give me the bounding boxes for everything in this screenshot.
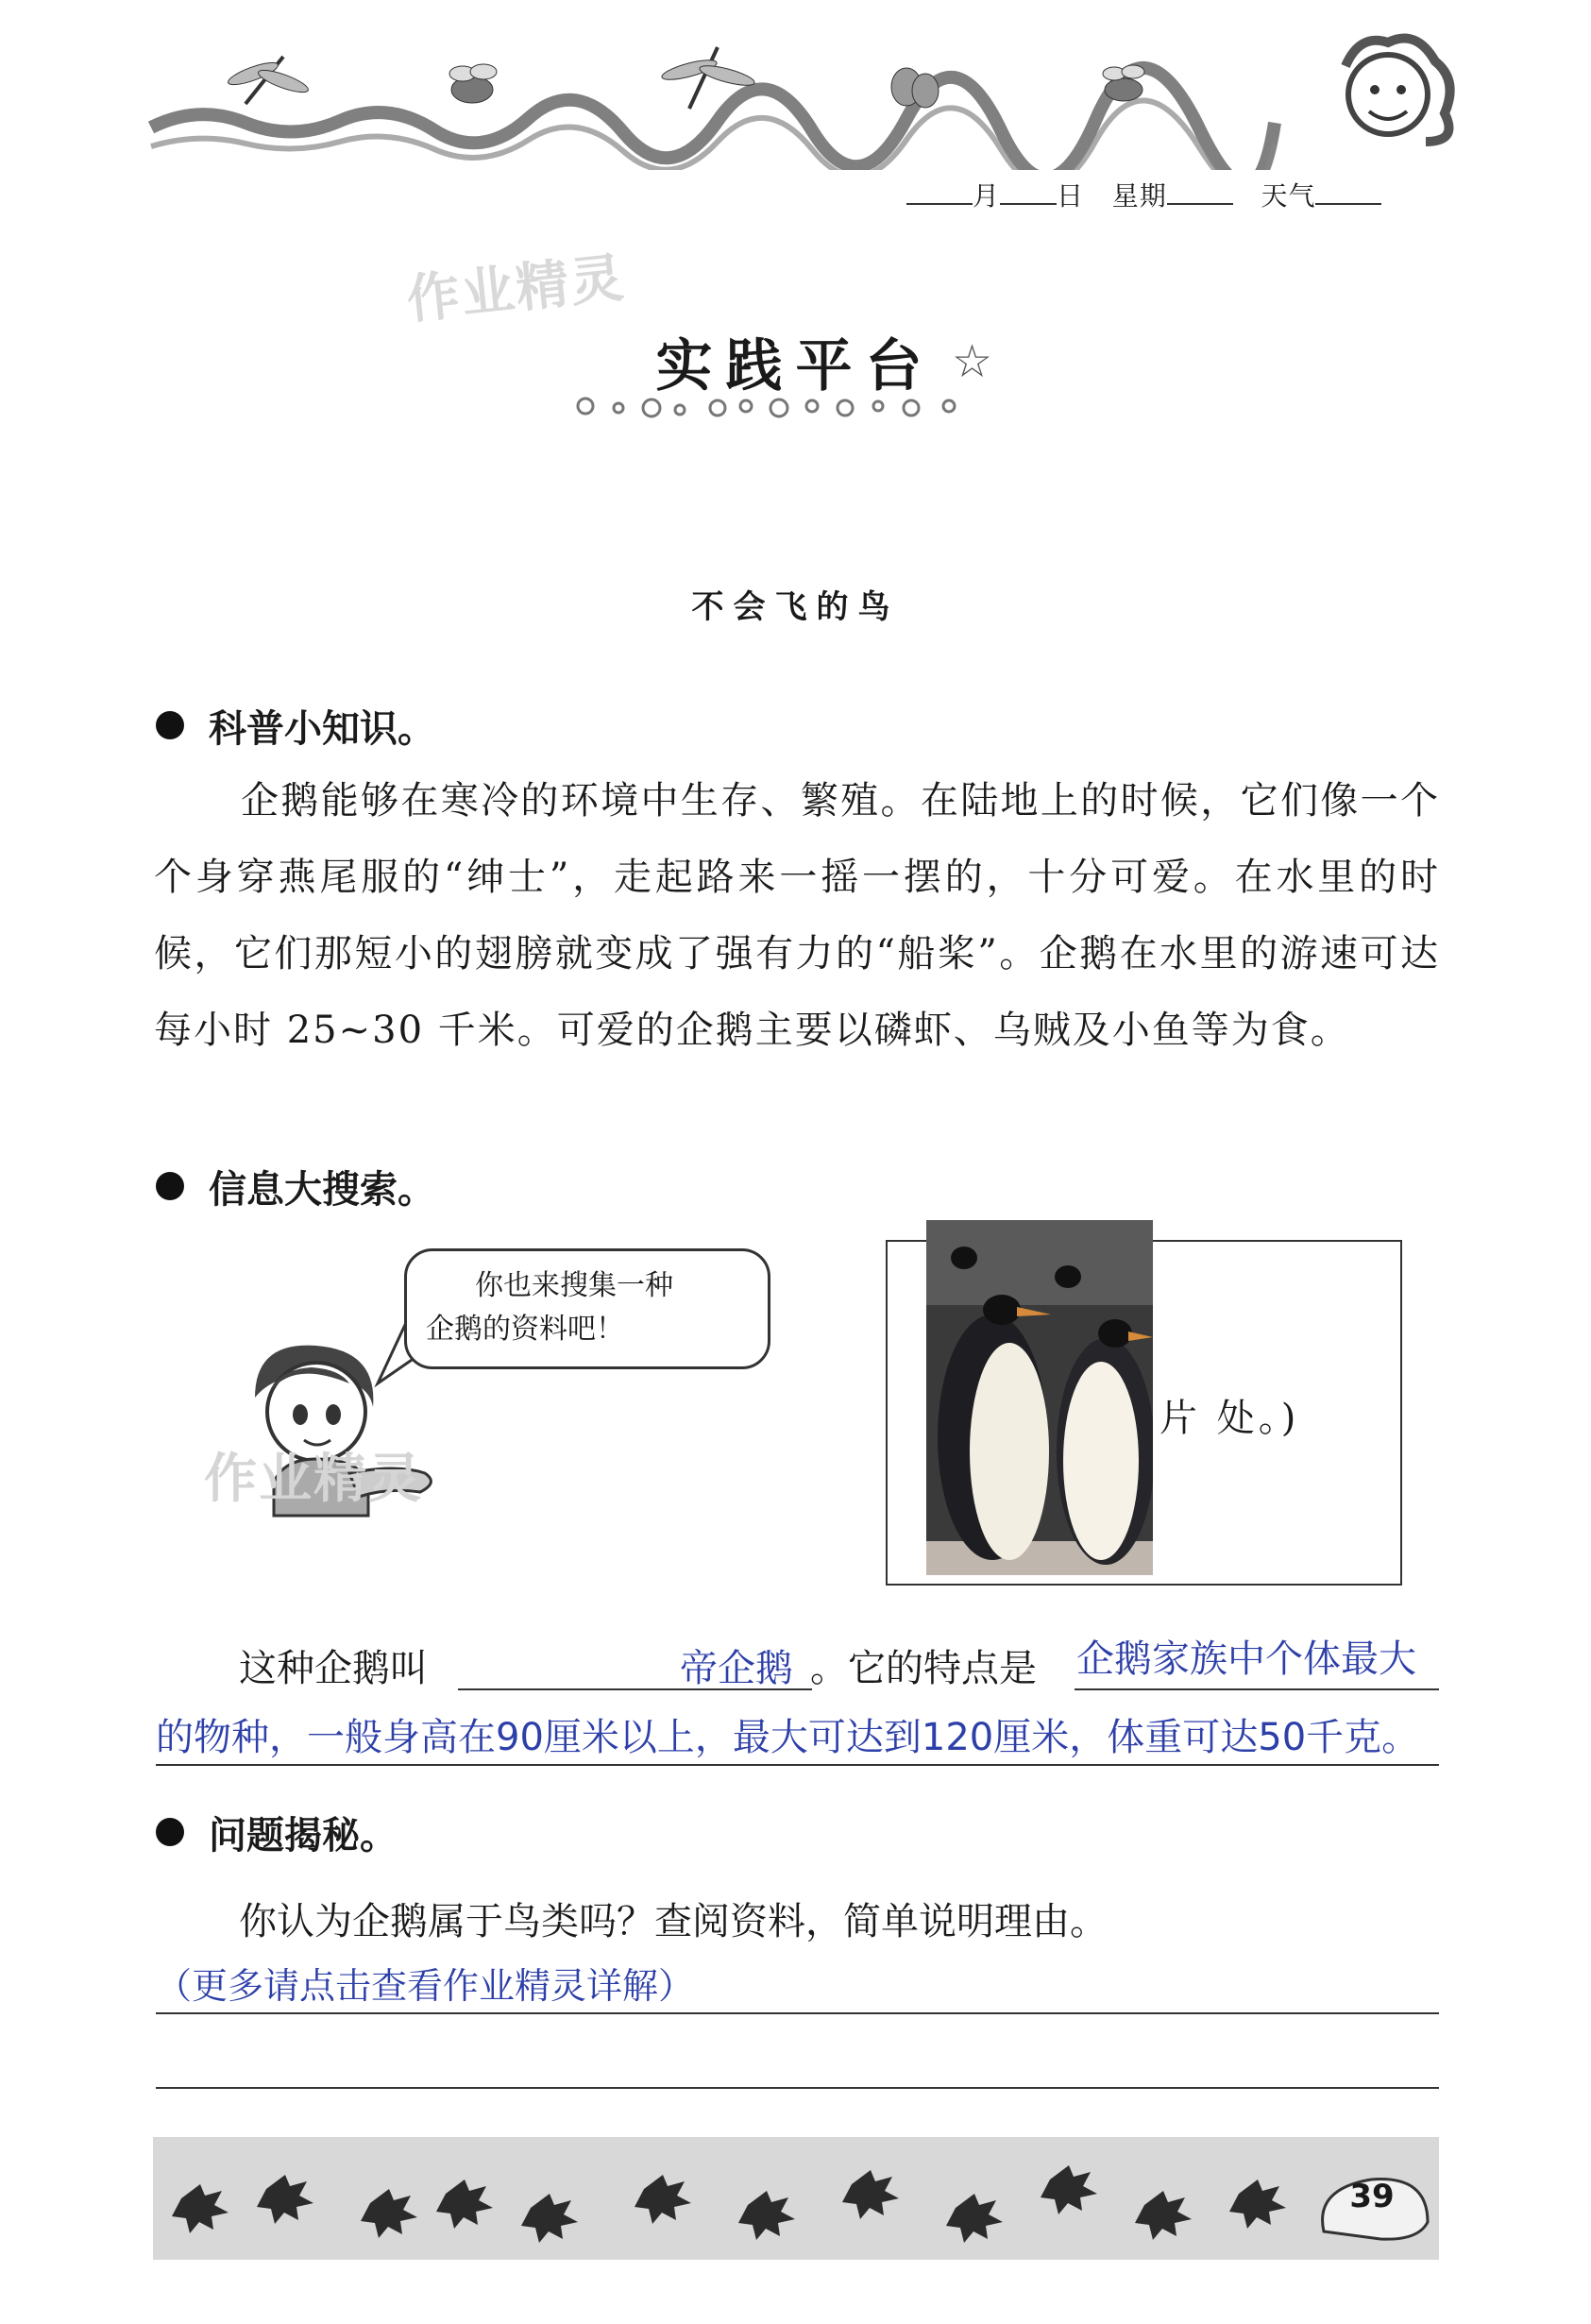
weekday-label: 星期	[1111, 180, 1167, 212]
mystery-heading	[156, 1806, 398, 1859]
sun-icon	[1346, 39, 1450, 143]
bubbles-decoration	[576, 387, 973, 425]
month-label: 月	[973, 180, 1001, 212]
answer-line-2	[156, 2087, 1439, 2089]
q2-answer-link[interactable]: （更多请点击查看作业精灵详解）	[156, 1965, 695, 2007]
penguin-photo	[926, 1220, 1153, 1575]
watermark: 作业精灵	[403, 247, 629, 331]
weekday-blank[interactable]	[1167, 180, 1233, 205]
q2-question: 你认为企鹅属于鸟类吗？查阅资料，简单说明理由。	[239, 1900, 1108, 1943]
q1-answer2-line1[interactable]: 企鹅家族中个体最大	[1076, 1637, 1416, 1681]
day-blank[interactable]	[1000, 180, 1057, 205]
science-paragraph: 企鹅能够在寒冷的环境中生存、繁殖。在陆地上的时候，它们像一个个身穿燕尾服的“绅士”，走起路来一摇一摆的，十分可爱。在水里的时候，它们那短小的翅膀就变成了强有力的“船桨”。企鹅在水里的游速可达每小时 25~30 千米。可爱的企鹅主要以磷虾、乌贼及小鱼等为食。	[154, 779, 1440, 1052]
dragonfly-icon	[226, 57, 310, 104]
bubble-line-1: 你也来搜集一种	[475, 1269, 673, 1302]
date-weather-row	[906, 176, 1445, 213]
day-label: 日	[1057, 180, 1085, 212]
answer-line-1	[156, 2012, 1439, 2014]
section-title: 实践平台	[655, 333, 936, 399]
weather-blank[interactable]	[1315, 180, 1381, 205]
page-number: 39	[1349, 2178, 1395, 2215]
search-heading	[156, 1160, 435, 1213]
search-heading-text: 信息大搜索。	[209, 1168, 435, 1212]
footer-leaf-band	[153, 2137, 1439, 2260]
header-decoration	[142, 28, 1464, 170]
bee-icon	[1103, 65, 1144, 101]
bullet-dot-icon	[156, 1172, 184, 1200]
bubble-line-2: 企鹅的资料吧！	[426, 1313, 624, 1346]
mystery-heading-text: 问题揭秘。	[209, 1814, 398, 1858]
star-icon: ☆	[952, 335, 993, 388]
q1-middle: 。它的特点是	[810, 1647, 1037, 1690]
q1-answer2-line2[interactable]: 的物种，一般身高在90厘米以上，最大可达到120厘米，体重可达50千克。	[156, 1716, 1420, 1759]
frame-text: 片 处。)	[1159, 1397, 1300, 1440]
weather-label: 天气	[1261, 180, 1316, 212]
q1-answer[interactable]: 帝企鹅	[680, 1647, 793, 1690]
watermark: 作业精灵	[204, 1449, 423, 1510]
bullet-dot-icon	[156, 1818, 184, 1846]
science-heading-text: 科普小知识。	[209, 707, 435, 751]
butterfly-icon	[891, 68, 939, 108]
science-heading	[156, 699, 435, 753]
q1-prefix: 这种企鹅叫	[239, 1647, 428, 1690]
month-blank[interactable]	[906, 180, 973, 205]
q1-blank-line-2	[1075, 1688, 1439, 1690]
bullet-dot-icon	[156, 711, 184, 739]
bee-icon	[449, 64, 497, 103]
q1-blank-line-3	[156, 1764, 1439, 1766]
article-title: 不会飞的鸟	[691, 588, 900, 626]
